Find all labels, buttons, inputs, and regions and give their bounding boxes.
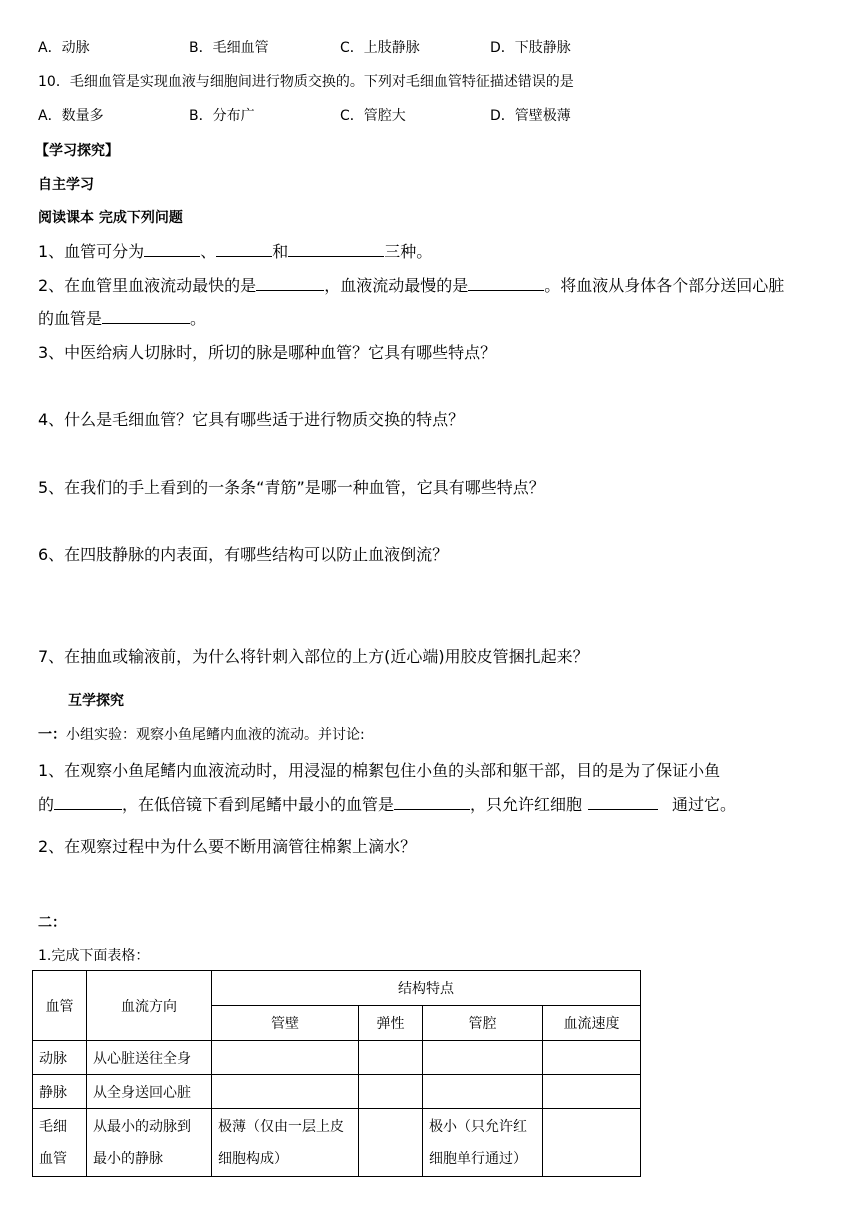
- part-1-label: 一：: [38, 727, 66, 743]
- question-2-line-2: [38, 306, 206, 329]
- header-flow: 血流方向: [87, 971, 212, 1041]
- cell-vessel-line-1: 毛细: [39, 1118, 67, 1135]
- q10-option-b: B．分布广: [189, 108, 255, 124]
- q1-sep2: 和: [272, 242, 289, 261]
- cell-lumen[interactable]: [423, 1041, 543, 1075]
- q10-stem: 10．毛细血管是实现血液与细胞间进行物质交换的。下列对毛细血管特征描述错误的是: [38, 74, 574, 90]
- p1q1-blank-2[interactable]: [394, 795, 470, 810]
- cell-elastic[interactable]: [359, 1075, 423, 1109]
- q1-blank-2[interactable]: [216, 242, 272, 257]
- cell-flow: 从心脏送往全身: [87, 1041, 212, 1075]
- q10-option-c: C．管腔大: [340, 108, 406, 124]
- table-row: [33, 1075, 641, 1109]
- table-row: [33, 1041, 641, 1075]
- cell-elastic[interactable]: [359, 1109, 423, 1177]
- cell-wall-line-2: 细胞构成）: [218, 1150, 288, 1167]
- q2-line2-suffix: 。: [190, 309, 207, 328]
- p1q1-blank-1[interactable]: [54, 795, 122, 810]
- cell-wall-line-1: 极薄（仅由一层上皮: [218, 1118, 344, 1135]
- vessel-table: [32, 970, 641, 1177]
- header-structure: 结构特点: [212, 971, 641, 1006]
- q2-line2-prefix: 的血管是: [38, 309, 103, 328]
- header-speed: 血流速度: [543, 1006, 641, 1041]
- cell-speed[interactable]: [543, 1075, 641, 1109]
- cell-vessel-line-2: 血管: [39, 1150, 67, 1167]
- q9-option-b: B．毛细血管: [189, 40, 269, 56]
- question-6: 6、在四肢静脉的内表面，有哪些结构可以防止血液倒流？: [38, 545, 449, 564]
- table-row: [33, 1109, 641, 1177]
- q2-prefix: 2、在血管里血液流动最快的是: [38, 276, 257, 295]
- cell-vessel: [33, 1109, 87, 1177]
- q10-option-d: D．管壁极薄: [490, 108, 571, 124]
- q1-sep1: 、: [200, 242, 217, 261]
- cell-speed[interactable]: [543, 1041, 641, 1075]
- cell-lumen: [423, 1109, 543, 1177]
- cell-vessel: 动脉: [33, 1041, 87, 1075]
- p1q1-line2-suffix: 通过它。: [672, 795, 737, 814]
- part-2-heading: 二：: [38, 915, 66, 931]
- cell-vessel: 静脉: [33, 1075, 87, 1109]
- mutual-study-heading: 互学探究: [68, 693, 124, 709]
- p1-question-1-line-2: [38, 792, 736, 815]
- q2-mid1: ，血液流动最慢的是: [324, 276, 469, 295]
- cell-flow-line-1: 从最小的动脉到: [93, 1118, 191, 1135]
- reading-task-heading: 阅读课本 完成下列问题: [38, 210, 183, 226]
- header-lumen: 管腔: [423, 1006, 543, 1041]
- header-wall: 管壁: [212, 1006, 359, 1041]
- cell-speed[interactable]: [543, 1109, 641, 1177]
- cell-flow: [87, 1109, 212, 1177]
- self-study-heading: 自主学习: [38, 177, 94, 193]
- cell-lumen[interactable]: [423, 1075, 543, 1109]
- q1-blank-1[interactable]: [144, 242, 200, 257]
- header-vessel: 血管: [33, 971, 87, 1041]
- q1-suffix: 三种。: [384, 242, 433, 261]
- cell-elastic[interactable]: [359, 1041, 423, 1075]
- question-2-line-1: [38, 273, 784, 296]
- q10-option-a: A．数量多: [38, 108, 104, 124]
- cell-wall[interactable]: [212, 1041, 359, 1075]
- cell-wall[interactable]: [212, 1075, 359, 1109]
- part-1-heading: [38, 724, 365, 744]
- p1q1-line2-mid2: ，只允许红细胞: [470, 795, 583, 814]
- q1-blank-3[interactable]: [288, 242, 384, 257]
- section-title: 【学习探究】: [35, 143, 119, 159]
- p1q1-line2-prefix: 的: [38, 795, 55, 814]
- question-1: [38, 239, 432, 262]
- p1q1-line2-mid1: ，在低倍镜下看到尾鳍中最小的血管是: [122, 795, 395, 814]
- cell-lumen-line-2: 细胞单行通过）: [429, 1150, 527, 1167]
- cell-flow: 从全身送回心脏: [87, 1075, 212, 1109]
- q2-blank-3[interactable]: [102, 309, 190, 324]
- q2-mid2: 。将血液从身体各个部分送回心脏: [544, 276, 785, 295]
- header-elastic: 弹性: [359, 1006, 423, 1041]
- question-4: 4、什么是毛细血管？它具有哪些适于进行物质交换的特点？: [38, 410, 465, 429]
- q2-blank-1[interactable]: [256, 276, 324, 291]
- cell-wall: [212, 1109, 359, 1177]
- q9-option-d: D．下肢静脉: [490, 40, 571, 56]
- q1-prefix: 1、血管可分为: [38, 242, 145, 261]
- part-1-text: 小组实验：观察小鱼尾鳍内血液的流动。并讨论:: [66, 727, 365, 743]
- cell-flow-line-2: 最小的静脉: [93, 1150, 163, 1167]
- q2-blank-2[interactable]: [468, 276, 544, 291]
- p1q1-blank-3[interactable]: [588, 795, 658, 810]
- p1-question-2: 2、在观察过程中为什么要不断用滴管往棉絮上滴水？: [38, 837, 417, 856]
- p1-question-1-line-1: 1、在观察小鱼尾鳍内血液流动时，用浸湿的棉絮包住小鱼的头部和躯干部，目的是为了保证小鱼: [38, 761, 721, 780]
- q9-option-a: A．动脉: [38, 40, 90, 56]
- q9-option-c: C．上肢静脉: [340, 40, 420, 56]
- question-7: 7、在抽血或输液前，为什么将针刺入部位的上方(近心端)用胶皮管捆扎起来？: [38, 647, 589, 666]
- cell-lumen-line-1: 极小（只允许红: [429, 1118, 527, 1135]
- question-3: 3、中医给病人切脉时，所切的脉是哪种血管？它具有哪些特点？: [38, 343, 497, 362]
- table-intro: 1.完成下面表格：: [38, 948, 150, 964]
- question-5: 5、在我们的手上看到的一条条“青筋”是哪一种血管，它具有哪些特点？: [38, 478, 545, 497]
